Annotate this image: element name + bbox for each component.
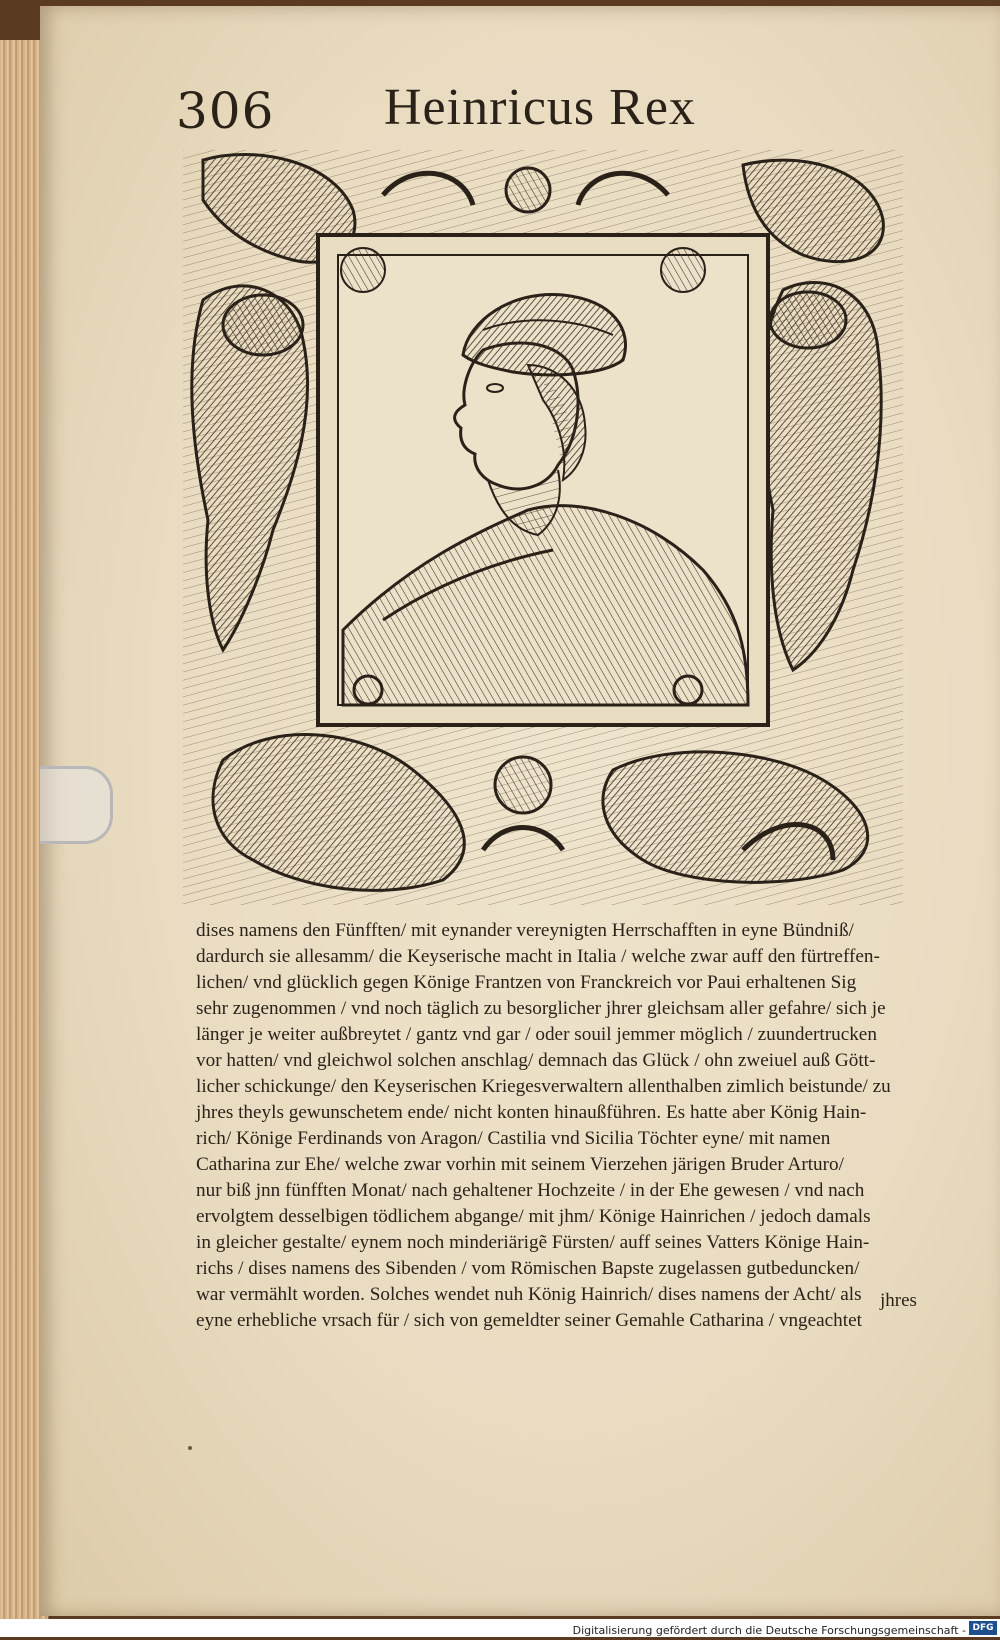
top-mask	[506, 168, 550, 212]
funding-credit: Digitalisierung gefördert durch die Deutsche Forschungsgemeinschaft -	[572, 1624, 966, 1637]
text-line: dardurch sie allesamm/ die Keyserische macht in Italia / welche zwar auff den fürtreffen-	[196, 946, 880, 967]
portrait-woodcut-illustration	[183, 150, 903, 905]
text-line: nur biß jnn fünfften Monat/ nach gehaltener Hochzeite / in der Ehe gewesen / vnd nach	[196, 1180, 865, 1201]
dfg-logo-icon: DFG	[969, 1621, 997, 1635]
paper-speck	[188, 1446, 192, 1450]
page-number: 306	[176, 82, 275, 140]
text-line: vor hatten/ vnd gleichwol solchen anschlag/ demnach das Glück / ohn zweiuel auß Gött-	[196, 1050, 876, 1071]
text-line: lichen/ vnd glücklich gegen Könige Frantzen von Franckreich vor Paui erhaltenen Sig	[196, 972, 857, 993]
helmet	[770, 292, 846, 348]
catchword: jhres	[880, 1290, 917, 1311]
text-line: länger je weiter außbreytet / gantz vnd gar / oder souil jemmer möglich / zuundertrucken	[196, 1024, 877, 1045]
body-text	[196, 918, 924, 1334]
text-line: war vermählt worden. Solches wendet nuh König Hainrich/ dises namens der Acht/ als	[196, 1284, 862, 1305]
footer-bar	[0, 1619, 1000, 1637]
text-line: dises namens den Fünfften/ mit eynander vereynigten Herrschafften in eyne Bündniß/	[196, 920, 854, 941]
inner-left-mask	[341, 248, 385, 292]
text-line: ervolgtem desselbigen tödlichem abgange/ mit jhm/ Könige Hainrichen / jedoch damals	[196, 1206, 871, 1227]
text-line: sehr zugenommen / vnd noch täglich zu besorglicher jhrer gleichsam aller gefahre/ sich je	[196, 998, 886, 1019]
text-line: rich/ Könige Ferdinands von Aragon/ Castilia vnd Sicilia Töchter eyne/ mit namen	[196, 1128, 831, 1149]
turban	[223, 295, 303, 355]
text-line: jhres theyls gewunschetem ende/ nicht konten hinaußführen. Es hatte aber König Hain-	[196, 1102, 867, 1123]
bottom-mask	[495, 757, 551, 813]
paper-clip-icon	[40, 766, 113, 844]
text-line: Catharina zur Ehe/ welche zwar vorhin mit seinem Vierzehen järigen Bruder Arturo/	[196, 1154, 844, 1175]
text-line: richs / dises namens des Sibenden / vom Römischen Bapste zugelassen gutbeduncken/	[196, 1258, 860, 1279]
running-head: Heinricus Rex	[384, 79, 696, 136]
text-line: in gleicher gestalte/ eynem noch minderiärigẽ Fürsten/ auff seines Vatters Könige Hain-	[196, 1232, 870, 1253]
inner-right-mask	[661, 248, 705, 292]
text-line: licher schickunge/ den Keyserischen Kriegesverwaltern allenthalben zimlich beistunde/ zu	[196, 1076, 891, 1097]
text-line: eyne erhebliche vrsach für / sich von gemeldter seiner Gemahle Catharina / vngeachtet	[196, 1310, 862, 1331]
